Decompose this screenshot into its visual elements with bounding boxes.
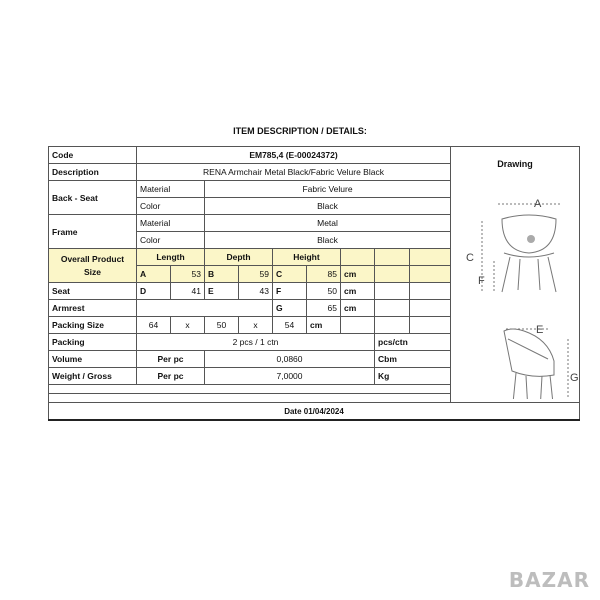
overall-size-label: Overall Product Size xyxy=(49,249,137,283)
volume-value: 0,0860 xyxy=(205,351,375,368)
page-title: ITEM DESCRIPTION / DETAILS: xyxy=(233,126,367,136)
depth-label: Depth xyxy=(205,249,273,266)
dim-f-letter: F xyxy=(273,283,307,300)
packing-size-length: 64 xyxy=(137,317,171,334)
spec-table xyxy=(48,146,580,421)
dim-d-letter: D xyxy=(137,283,171,300)
overall-unit: cm xyxy=(341,266,375,283)
weight-value: 7,0000 xyxy=(205,368,375,385)
dim-f-value: 50 xyxy=(307,283,341,300)
packing-unit: pcs/ctn xyxy=(375,334,451,351)
back-seat-material: Fabric Velure xyxy=(205,181,451,198)
drawing-letter-a: A xyxy=(534,197,542,210)
dim-a-letter: A xyxy=(137,266,171,283)
dim-e-value: 43 xyxy=(239,283,273,300)
frame-color-label: Color xyxy=(137,232,205,249)
chair-drawing xyxy=(454,169,580,399)
dim-a-value: 53 xyxy=(171,266,205,283)
weight-label: Weight / Gross xyxy=(49,368,137,385)
packing-size-unit: cm xyxy=(307,317,341,334)
drawing-letter-c: C xyxy=(466,251,474,264)
frame-color: Black xyxy=(205,232,451,249)
weight-unit: Kg xyxy=(375,368,451,385)
back-seat-color: Black xyxy=(205,198,451,215)
chair-front-view xyxy=(482,204,560,292)
drawing-cell xyxy=(451,147,580,403)
dim-d-value: 41 xyxy=(171,283,205,300)
dim-b-value: 59 xyxy=(239,266,273,283)
back-seat-label: Back - Seat xyxy=(49,181,137,215)
seat-unit: cm xyxy=(341,283,375,300)
back-seat-color-label: Color xyxy=(137,198,205,215)
dim-g-value: 65 xyxy=(307,300,341,317)
dim-b-letter: B xyxy=(205,266,239,283)
length-label: Length xyxy=(137,249,205,266)
packing-value: 2 pcs / 1 ctn xyxy=(137,334,375,351)
dim-c-value: 85 xyxy=(307,266,341,283)
drawing-label: Drawing xyxy=(497,158,533,169)
dim-c-letter: C xyxy=(273,266,307,283)
volume-label: Volume xyxy=(49,351,137,368)
watermark-logo: BAZAR xyxy=(508,568,590,592)
dim-e-letter: E xyxy=(205,283,239,300)
packing-size-x1: x xyxy=(171,317,205,334)
frame-label: Frame xyxy=(49,215,137,249)
back-seat-material-label: Material xyxy=(137,181,205,198)
drawing-letter-g: G xyxy=(570,371,579,384)
height-label: Height xyxy=(273,249,341,266)
armrest-unit: cm xyxy=(341,300,375,317)
packing-size-width: 50 xyxy=(205,317,239,334)
volume-per: Per pc xyxy=(137,351,205,368)
drawing-letter-e: E xyxy=(536,323,544,336)
weight-per: Per pc xyxy=(137,368,205,385)
packing-size-x2: x xyxy=(239,317,273,334)
frame-material-label: Material xyxy=(137,215,205,232)
seat-label: Seat xyxy=(49,283,137,300)
volume-unit: Cbm xyxy=(375,351,451,368)
packing-label: Packing xyxy=(49,334,137,351)
code-value: EM785,4 (E-00024372) xyxy=(137,147,451,164)
description-label: Description xyxy=(49,164,137,181)
dim-g-letter: G xyxy=(273,300,307,317)
frame-material: Metal xyxy=(205,215,451,232)
description-value: RENA Armchair Metal Black/Fabric Velure Black xyxy=(137,164,451,181)
packing-size-label: Packing Size xyxy=(49,317,137,334)
packing-size-height: 54 xyxy=(273,317,307,334)
drawing-letter-f: F xyxy=(478,274,485,287)
date-footer: Date 01/04/2024 xyxy=(49,403,580,421)
code-label: Code xyxy=(49,147,137,164)
armrest-label: Armrest xyxy=(49,300,137,317)
chair-side-view xyxy=(504,329,568,399)
